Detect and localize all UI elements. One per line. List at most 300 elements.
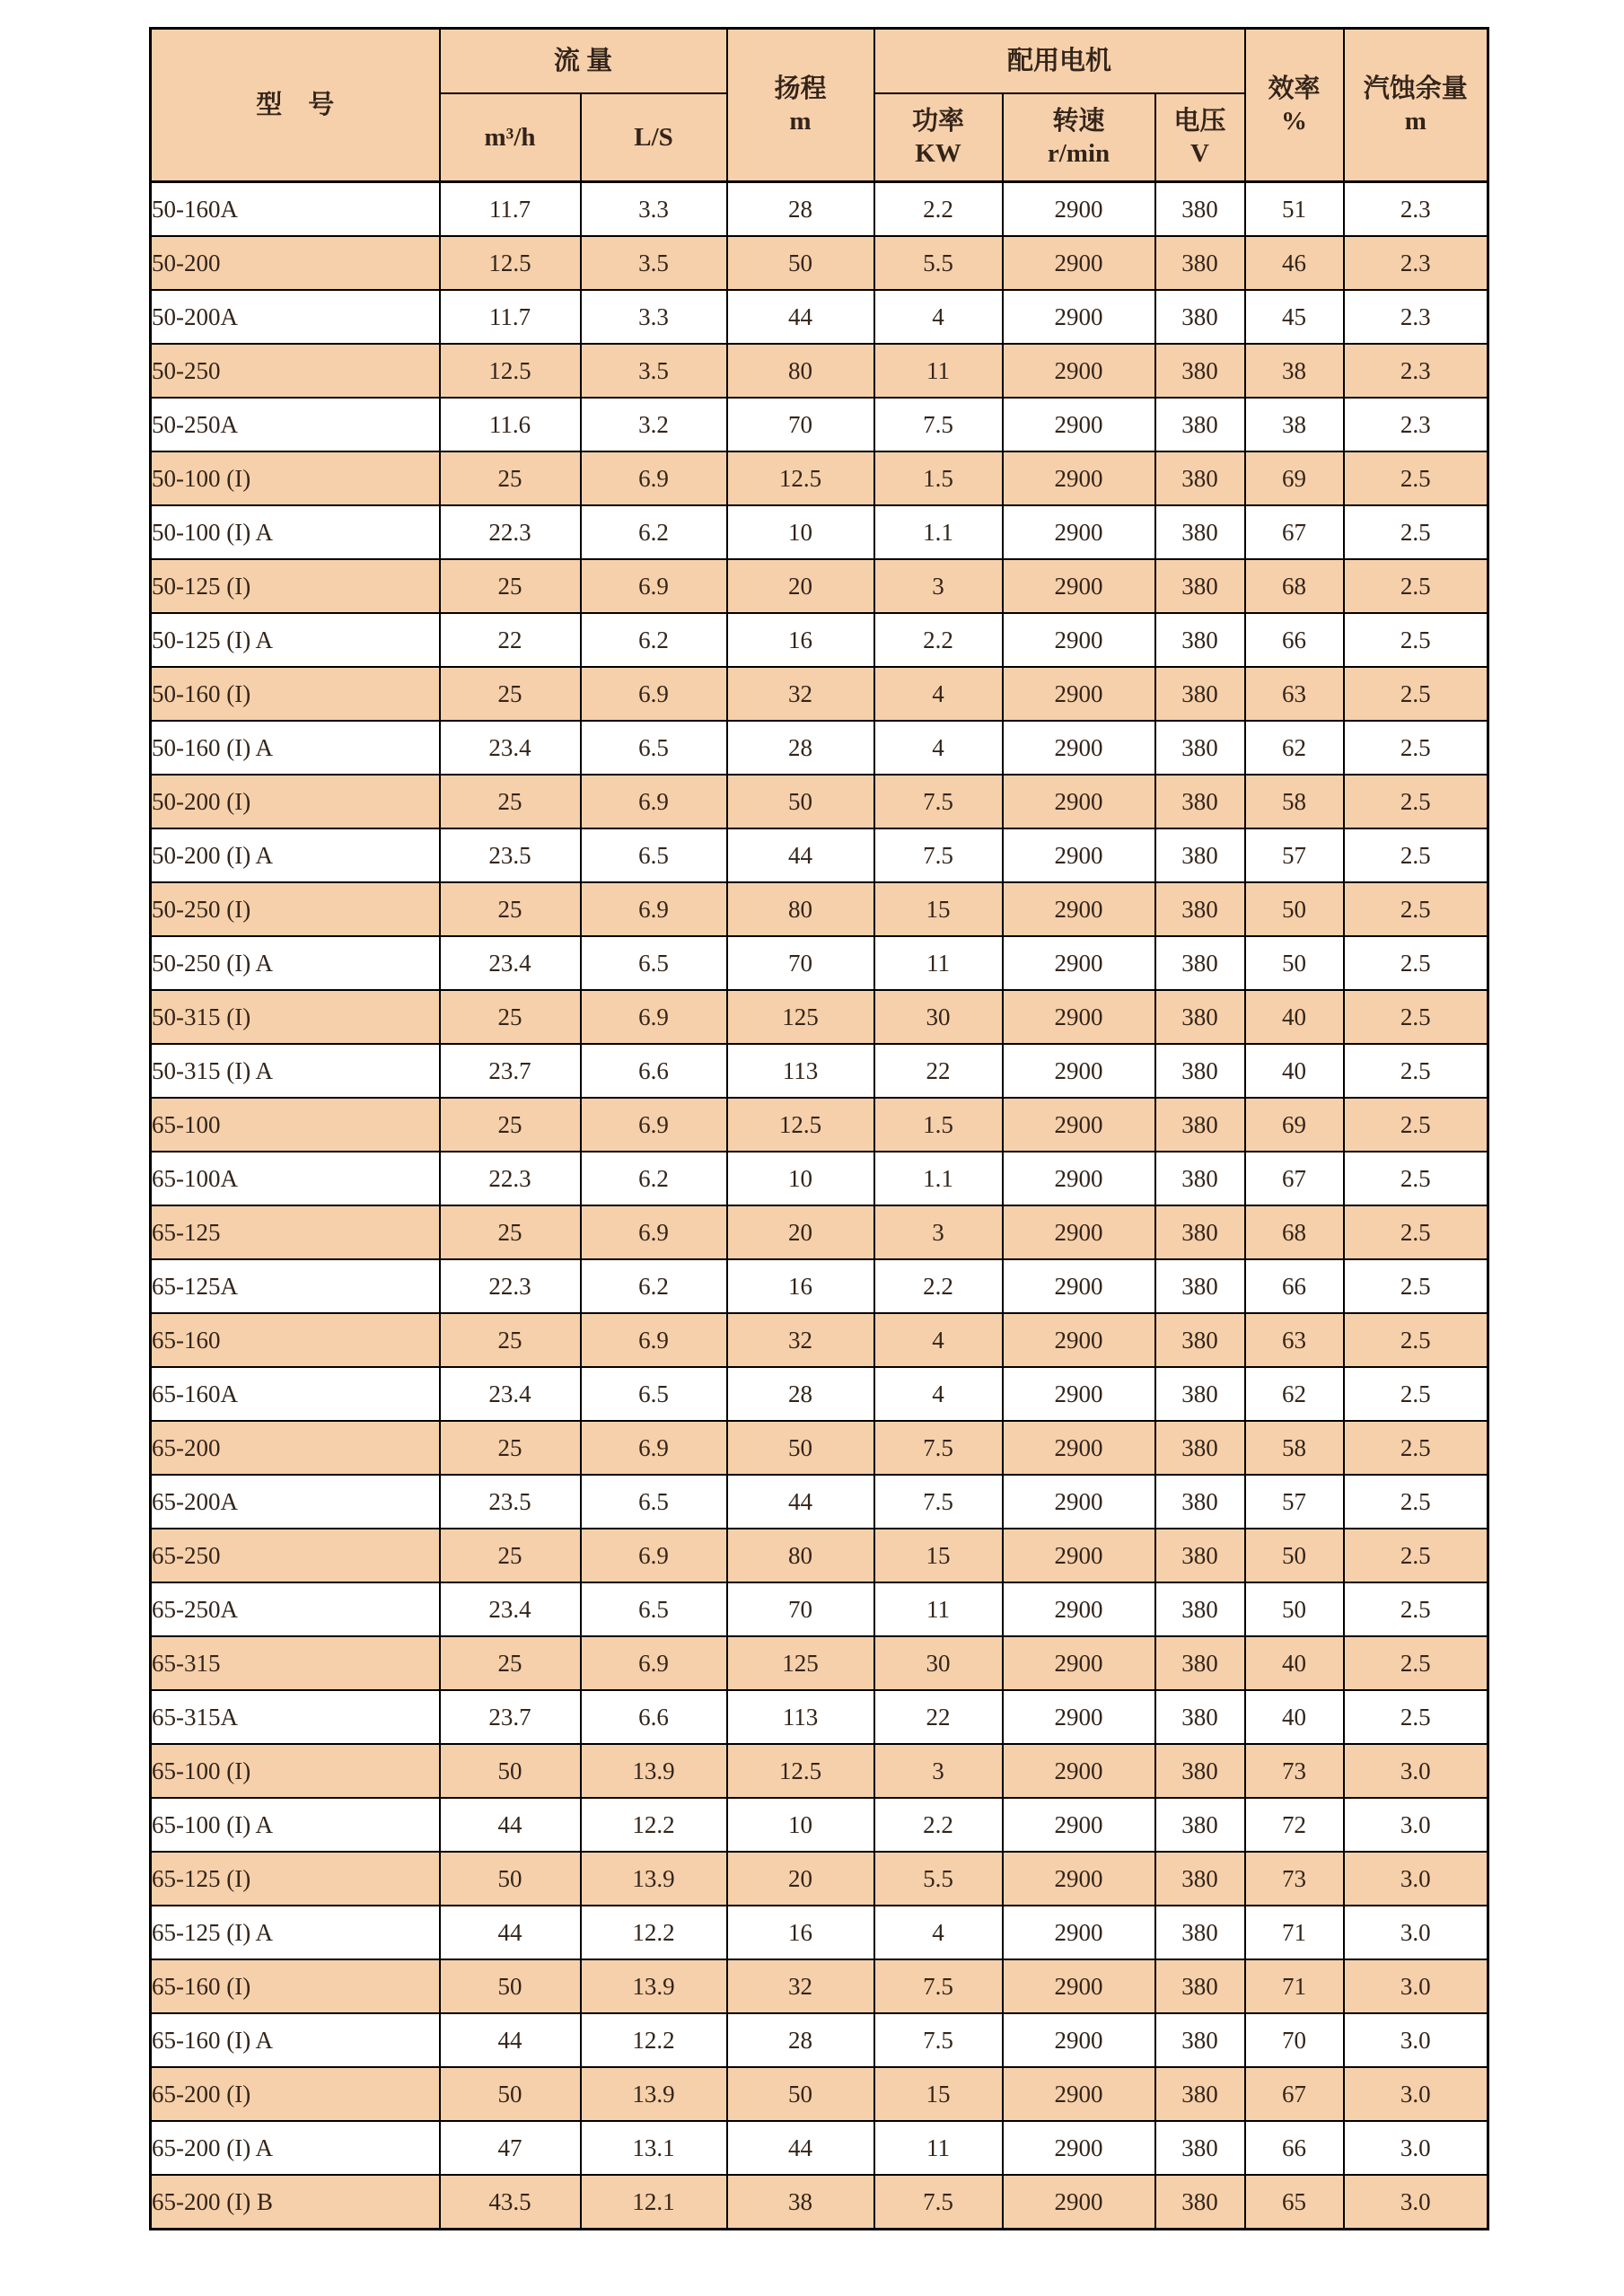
table-row — [151, 505, 1488, 559]
efficiency-pct-cell: 71 — [1245, 1906, 1344, 1959]
table-row — [151, 667, 1488, 721]
efficiency-pct-cell: 50 — [1245, 882, 1344, 936]
table-row — [151, 182, 1488, 237]
model-cell: 65-200 (I) B — [151, 2175, 440, 2230]
table-row — [151, 882, 1488, 936]
head-m-cell: 16 — [727, 1259, 874, 1313]
model-cell: 50-125 (I) A — [151, 613, 440, 667]
header-flow-m3h — [440, 93, 581, 182]
head-m-cell: 10 — [727, 1152, 874, 1205]
speed-rpm-cell: 2900 — [1003, 451, 1155, 505]
table-row — [151, 1044, 1488, 1098]
flow-ls-cell: 6.9 — [581, 1636, 727, 1690]
efficiency-pct-cell: 57 — [1245, 1475, 1344, 1529]
efficiency-pct-cell: 69 — [1245, 451, 1344, 505]
flow-ls-cell: 3.2 — [581, 398, 727, 451]
npsh-m-cell: 2.5 — [1344, 1259, 1488, 1313]
flow-ls-cell: 12.1 — [581, 2175, 727, 2230]
head-m-cell: 44 — [727, 828, 874, 882]
model-cell: 50-100 (I) A — [151, 505, 440, 559]
efficiency-pct-cell: 38 — [1245, 398, 1344, 451]
npsh-m-cell: 2.5 — [1344, 936, 1488, 990]
voltage-v-cell: 380 — [1155, 559, 1245, 613]
voltage-v-cell: 380 — [1155, 398, 1245, 451]
power-kw-cell: 4 — [874, 667, 1003, 721]
table-body — [151, 182, 1488, 2230]
flow-m3h-cell: 25 — [440, 1421, 581, 1475]
header-efficiency-label: 效率 — [1268, 74, 1321, 103]
header-voltage-label: 电压 — [1173, 106, 1226, 136]
header-flow-group — [440, 29, 727, 94]
power-kw-cell: 7.5 — [874, 1475, 1003, 1529]
model-cell: 65-100 (I) A — [151, 1798, 440, 1852]
efficiency-pct-cell: 72 — [1245, 1798, 1344, 1852]
header-head-unit: m — [789, 107, 812, 136]
efficiency-pct-cell: 58 — [1245, 1421, 1344, 1475]
flow-m3h-cell: 23.7 — [440, 1690, 581, 1744]
power-kw-cell: 22 — [874, 1044, 1003, 1098]
speed-rpm-cell: 2900 — [1003, 1098, 1155, 1152]
header-flow-ls-unit: L/S — [634, 122, 673, 152]
power-kw-cell: 7.5 — [874, 2175, 1003, 2230]
npsh-m-cell: 2.5 — [1344, 1582, 1488, 1636]
flow-m3h-cell: 11.6 — [440, 398, 581, 451]
voltage-v-cell: 380 — [1155, 1798, 1245, 1852]
pump-spec-table — [149, 27, 1489, 2230]
table-row — [151, 1744, 1488, 1798]
voltage-v-cell: 380 — [1155, 1475, 1245, 1529]
table-row — [151, 236, 1488, 290]
flow-ls-cell: 6.5 — [581, 828, 727, 882]
model-cell: 65-125A — [151, 1259, 440, 1313]
table-row — [151, 1098, 1488, 1152]
header-flow-ls — [581, 93, 727, 182]
power-kw-cell: 2.2 — [874, 1798, 1003, 1852]
npsh-m-cell: 2.5 — [1344, 828, 1488, 882]
voltage-v-cell: 380 — [1155, 1367, 1245, 1421]
speed-rpm-cell: 2900 — [1003, 1152, 1155, 1205]
speed-rpm-cell: 2900 — [1003, 344, 1155, 398]
flow-ls-cell: 6.5 — [581, 936, 727, 990]
speed-rpm-cell: 2900 — [1003, 1367, 1155, 1421]
power-kw-cell: 30 — [874, 1636, 1003, 1690]
head-m-cell: 125 — [727, 1636, 874, 1690]
npsh-m-cell: 2.5 — [1344, 990, 1488, 1044]
head-m-cell: 28 — [727, 182, 874, 237]
npsh-m-cell: 3.0 — [1344, 1798, 1488, 1852]
table-row — [151, 1906, 1488, 1959]
speed-rpm-cell: 2900 — [1003, 990, 1155, 1044]
model-cell: 65-160 (I) — [151, 1959, 440, 2013]
model-cell: 65-200 (I) A — [151, 2121, 440, 2175]
voltage-v-cell: 380 — [1155, 2013, 1245, 2067]
head-m-cell: 80 — [727, 1529, 874, 1582]
flow-ls-cell: 12.2 — [581, 1798, 727, 1852]
head-m-cell: 32 — [727, 1959, 874, 2013]
npsh-m-cell: 2.5 — [1344, 1098, 1488, 1152]
speed-rpm-cell: 2900 — [1003, 1636, 1155, 1690]
flow-m3h-cell: 50 — [440, 2067, 581, 2121]
head-m-cell: 80 — [727, 882, 874, 936]
npsh-m-cell: 2.5 — [1344, 613, 1488, 667]
model-cell: 50-100 (I) — [151, 451, 440, 505]
npsh-m-cell: 2.5 — [1344, 505, 1488, 559]
power-kw-cell: 1.5 — [874, 1098, 1003, 1152]
power-kw-cell: 11 — [874, 344, 1003, 398]
npsh-m-cell: 2.5 — [1344, 721, 1488, 775]
flow-ls-cell: 6.5 — [581, 1475, 727, 1529]
model-cell: 50-250 — [151, 344, 440, 398]
speed-rpm-cell: 2900 — [1003, 1313, 1155, 1367]
flow-ls-cell: 12.2 — [581, 2013, 727, 2067]
head-m-cell: 32 — [727, 1313, 874, 1367]
table-row — [151, 990, 1488, 1044]
flow-m3h-cell: 11.7 — [440, 182, 581, 237]
voltage-v-cell: 380 — [1155, 667, 1245, 721]
header-flow-label: 流 量 — [553, 46, 613, 75]
power-kw-cell: 5.5 — [874, 1852, 1003, 1906]
power-kw-cell: 2.2 — [874, 182, 1003, 237]
npsh-m-cell: 3.0 — [1344, 1906, 1488, 1959]
power-kw-cell: 1.5 — [874, 451, 1003, 505]
table-row — [151, 1475, 1488, 1529]
efficiency-pct-cell: 62 — [1245, 721, 1344, 775]
voltage-v-cell: 380 — [1155, 1152, 1245, 1205]
table-row — [151, 2175, 1488, 2230]
npsh-m-cell: 2.5 — [1344, 1205, 1488, 1259]
efficiency-pct-cell: 67 — [1245, 505, 1344, 559]
head-m-cell: 50 — [727, 775, 874, 828]
flow-ls-cell: 13.9 — [581, 2067, 727, 2121]
model-cell: 50-160 (I) A — [151, 721, 440, 775]
flow-ls-cell: 6.5 — [581, 1367, 727, 1421]
flow-m3h-cell: 50 — [440, 1959, 581, 2013]
flow-ls-cell: 6.9 — [581, 1098, 727, 1152]
speed-rpm-cell: 2900 — [1003, 1529, 1155, 1582]
power-kw-cell: 7.5 — [874, 1959, 1003, 2013]
table-row — [151, 2121, 1488, 2175]
efficiency-pct-cell: 51 — [1245, 182, 1344, 237]
table-header — [151, 29, 1488, 182]
model-cell: 65-250 — [151, 1529, 440, 1582]
table-row — [151, 1690, 1488, 1744]
head-m-cell: 125 — [727, 990, 874, 1044]
speed-rpm-cell: 2900 — [1003, 2067, 1155, 2121]
model-cell: 65-125 — [151, 1205, 440, 1259]
npsh-m-cell: 3.0 — [1344, 2121, 1488, 2175]
npsh-m-cell: 2.5 — [1344, 1152, 1488, 1205]
efficiency-pct-cell: 67 — [1245, 2067, 1344, 2121]
npsh-m-cell: 2.5 — [1344, 1636, 1488, 1690]
model-cell: 50-200 — [151, 236, 440, 290]
power-kw-cell: 3 — [874, 1744, 1003, 1798]
voltage-v-cell: 380 — [1155, 182, 1245, 237]
table-row — [151, 775, 1488, 828]
flow-ls-cell: 13.9 — [581, 1744, 727, 1798]
npsh-m-cell: 3.0 — [1344, 1744, 1488, 1798]
flow-m3h-cell: 25 — [440, 1205, 581, 1259]
speed-rpm-cell: 2900 — [1003, 182, 1155, 237]
flow-m3h-cell: 25 — [440, 1313, 581, 1367]
power-kw-cell: 7.5 — [874, 398, 1003, 451]
power-kw-cell: 7.5 — [874, 1421, 1003, 1475]
npsh-m-cell: 2.3 — [1344, 398, 1488, 451]
model-cell: 50-315 (I) — [151, 990, 440, 1044]
efficiency-pct-cell: 50 — [1245, 1582, 1344, 1636]
power-kw-cell: 30 — [874, 990, 1003, 1044]
flow-m3h-cell: 44 — [440, 1798, 581, 1852]
head-m-cell: 50 — [727, 236, 874, 290]
flow-ls-cell: 6.9 — [581, 1529, 727, 1582]
table-row — [151, 1798, 1488, 1852]
model-cell: 65-100 — [151, 1098, 440, 1152]
npsh-m-cell: 2.3 — [1344, 290, 1488, 344]
efficiency-pct-cell: 63 — [1245, 667, 1344, 721]
table-row — [151, 1852, 1488, 1906]
head-m-cell: 12.5 — [727, 1744, 874, 1798]
voltage-v-cell: 380 — [1155, 990, 1245, 1044]
speed-rpm-cell: 2900 — [1003, 236, 1155, 290]
model-cell: 65-125 (I) A — [151, 1906, 440, 1959]
flow-m3h-cell: 22.3 — [440, 1152, 581, 1205]
flow-ls-cell: 3.3 — [581, 290, 727, 344]
flow-m3h-cell: 23.5 — [440, 828, 581, 882]
efficiency-pct-cell: 68 — [1245, 559, 1344, 613]
power-kw-cell: 1.1 — [874, 1152, 1003, 1205]
flow-m3h-cell: 23.4 — [440, 1367, 581, 1421]
model-cell: 65-160 (I) A — [151, 2013, 440, 2067]
npsh-m-cell: 2.5 — [1344, 775, 1488, 828]
header-npsh — [1344, 29, 1488, 182]
efficiency-pct-cell: 73 — [1245, 1852, 1344, 1906]
header-model-label: 型 号 — [256, 90, 335, 119]
flow-m3h-cell: 25 — [440, 775, 581, 828]
model-cell: 65-315A — [151, 1690, 440, 1744]
speed-rpm-cell: 2900 — [1003, 721, 1155, 775]
power-kw-cell: 1.1 — [874, 505, 1003, 559]
flow-ls-cell: 6.5 — [581, 1582, 727, 1636]
head-m-cell: 50 — [727, 1421, 874, 1475]
header-head — [727, 29, 874, 182]
flow-ls-cell: 3.5 — [581, 236, 727, 290]
flow-ls-cell: 3.5 — [581, 344, 727, 398]
npsh-m-cell: 3.0 — [1344, 2175, 1488, 2230]
head-m-cell: 20 — [727, 559, 874, 613]
voltage-v-cell: 380 — [1155, 2121, 1245, 2175]
voltage-v-cell: 380 — [1155, 828, 1245, 882]
flow-m3h-cell: 50 — [440, 1852, 581, 1906]
speed-rpm-cell: 2900 — [1003, 1421, 1155, 1475]
table-row — [151, 936, 1488, 990]
header-motor-group — [874, 29, 1245, 94]
npsh-m-cell: 2.5 — [1344, 1475, 1488, 1529]
table-row — [151, 1529, 1488, 1582]
flow-ls-cell: 6.9 — [581, 451, 727, 505]
header-speed-label: 转速 — [1052, 106, 1105, 136]
flow-ls-cell: 13.1 — [581, 2121, 727, 2175]
npsh-m-cell: 2.5 — [1344, 1529, 1488, 1582]
efficiency-pct-cell: 70 — [1245, 2013, 1344, 2067]
header-flow-m3h-unit: m³/h — [484, 122, 536, 152]
efficiency-pct-cell: 57 — [1245, 828, 1344, 882]
table-row — [151, 290, 1488, 344]
flow-ls-cell: 3.3 — [581, 182, 727, 237]
head-m-cell: 10 — [727, 1798, 874, 1852]
efficiency-pct-cell: 65 — [1245, 2175, 1344, 2230]
table-row — [151, 2067, 1488, 2121]
flow-m3h-cell: 44 — [440, 2013, 581, 2067]
voltage-v-cell: 380 — [1155, 1313, 1245, 1367]
header-motor-label: 配用电机 — [1007, 46, 1112, 75]
flow-ls-cell: 6.9 — [581, 667, 727, 721]
table-row — [151, 1152, 1488, 1205]
model-cell: 65-200A — [151, 1475, 440, 1529]
npsh-m-cell: 2.5 — [1344, 882, 1488, 936]
head-m-cell: 32 — [727, 667, 874, 721]
efficiency-pct-cell: 69 — [1245, 1098, 1344, 1152]
flow-ls-cell: 6.6 — [581, 1044, 727, 1098]
efficiency-pct-cell: 58 — [1245, 775, 1344, 828]
speed-rpm-cell: 2900 — [1003, 505, 1155, 559]
voltage-v-cell: 380 — [1155, 1259, 1245, 1313]
flow-ls-cell: 6.2 — [581, 613, 727, 667]
flow-m3h-cell: 43.5 — [440, 2175, 581, 2230]
model-cell: 65-160 — [151, 1313, 440, 1367]
voltage-v-cell: 380 — [1155, 1421, 1245, 1475]
flow-m3h-cell: 25 — [440, 1098, 581, 1152]
power-kw-cell: 11 — [874, 2121, 1003, 2175]
header-speed — [1003, 93, 1155, 182]
table-row — [151, 1205, 1488, 1259]
voltage-v-cell: 380 — [1155, 775, 1245, 828]
table-row — [151, 1959, 1488, 2013]
npsh-m-cell: 2.5 — [1344, 1421, 1488, 1475]
head-m-cell: 80 — [727, 344, 874, 398]
voltage-v-cell: 380 — [1155, 1044, 1245, 1098]
efficiency-pct-cell: 67 — [1245, 1152, 1344, 1205]
efficiency-pct-cell: 66 — [1245, 1259, 1344, 1313]
power-kw-cell: 7.5 — [874, 828, 1003, 882]
power-kw-cell: 4 — [874, 1367, 1003, 1421]
npsh-m-cell: 3.0 — [1344, 1852, 1488, 1906]
head-m-cell: 44 — [727, 1475, 874, 1529]
voltage-v-cell: 380 — [1155, 1098, 1245, 1152]
npsh-m-cell: 2.3 — [1344, 344, 1488, 398]
table-row — [151, 613, 1488, 667]
speed-rpm-cell: 2900 — [1003, 775, 1155, 828]
head-m-cell: 113 — [727, 1690, 874, 1744]
head-m-cell: 10 — [727, 505, 874, 559]
efficiency-pct-cell: 62 — [1245, 1367, 1344, 1421]
flow-ls-cell: 6.9 — [581, 882, 727, 936]
npsh-m-cell: 2.3 — [1344, 182, 1488, 237]
flow-m3h-cell: 11.7 — [440, 290, 581, 344]
power-kw-cell: 22 — [874, 1690, 1003, 1744]
speed-rpm-cell: 2900 — [1003, 1744, 1155, 1798]
power-kw-cell: 15 — [874, 882, 1003, 936]
voltage-v-cell: 380 — [1155, 882, 1245, 936]
flow-ls-cell: 6.2 — [581, 1152, 727, 1205]
head-m-cell: 16 — [727, 613, 874, 667]
speed-rpm-cell: 2900 — [1003, 1259, 1155, 1313]
flow-ls-cell: 6.5 — [581, 721, 727, 775]
head-m-cell: 70 — [727, 1582, 874, 1636]
flow-m3h-cell: 47 — [440, 2121, 581, 2175]
header-power — [874, 93, 1003, 182]
efficiency-pct-cell: 50 — [1245, 936, 1344, 990]
power-kw-cell: 7.5 — [874, 775, 1003, 828]
flow-m3h-cell: 23.4 — [440, 721, 581, 775]
npsh-m-cell: 2.5 — [1344, 1690, 1488, 1744]
speed-rpm-cell: 2900 — [1003, 613, 1155, 667]
speed-rpm-cell: 2900 — [1003, 667, 1155, 721]
pump-spec-sheet — [149, 27, 1489, 2230]
power-kw-cell: 2.2 — [874, 613, 1003, 667]
efficiency-pct-cell: 68 — [1245, 1205, 1344, 1259]
model-cell: 50-125 (I) — [151, 559, 440, 613]
flow-m3h-cell: 23.5 — [440, 1475, 581, 1529]
header-npsh-label: 汽蚀余量 — [1363, 74, 1468, 103]
efficiency-pct-cell: 66 — [1245, 2121, 1344, 2175]
voltage-v-cell: 380 — [1155, 2175, 1245, 2230]
model-cell: 65-100A — [151, 1152, 440, 1205]
table-row — [151, 559, 1488, 613]
model-cell: 50-250 (I) — [151, 882, 440, 936]
voltage-v-cell: 380 — [1155, 505, 1245, 559]
flow-ls-cell: 6.9 — [581, 559, 727, 613]
flow-m3h-cell: 22 — [440, 613, 581, 667]
speed-rpm-cell: 2900 — [1003, 828, 1155, 882]
voltage-v-cell: 380 — [1155, 290, 1245, 344]
table-row — [151, 1636, 1488, 1690]
table-row — [151, 1421, 1488, 1475]
model-cell: 65-125 (I) — [151, 1852, 440, 1906]
header-speed-unit: r/min — [1047, 139, 1110, 168]
header-voltage-unit: V — [1190, 139, 1209, 168]
model-cell: 50-250A — [151, 398, 440, 451]
speed-rpm-cell: 2900 — [1003, 398, 1155, 451]
power-kw-cell: 4 — [874, 1313, 1003, 1367]
model-cell: 50-200A — [151, 290, 440, 344]
flow-ls-cell: 6.9 — [581, 990, 727, 1044]
power-kw-cell: 15 — [874, 2067, 1003, 2121]
head-m-cell: 12.5 — [727, 1098, 874, 1152]
model-cell: 50-160A — [151, 182, 440, 237]
npsh-m-cell: 2.5 — [1344, 1367, 1488, 1421]
flow-m3h-cell: 23.4 — [440, 1582, 581, 1636]
flow-m3h-cell: 25 — [440, 559, 581, 613]
head-m-cell: 44 — [727, 290, 874, 344]
header-power-label: 功率 — [912, 106, 965, 136]
voltage-v-cell: 380 — [1155, 613, 1245, 667]
speed-rpm-cell: 2900 — [1003, 1475, 1155, 1529]
npsh-m-cell: 2.5 — [1344, 1044, 1488, 1098]
speed-rpm-cell: 2900 — [1003, 2121, 1155, 2175]
flow-ls-cell: 6.9 — [581, 775, 727, 828]
header-npsh-unit: m — [1404, 107, 1426, 136]
efficiency-pct-cell: 66 — [1245, 613, 1344, 667]
npsh-m-cell: 3.0 — [1344, 2013, 1488, 2067]
head-m-cell: 50 — [727, 2067, 874, 2121]
speed-rpm-cell: 2900 — [1003, 936, 1155, 990]
model-cell: 50-160 (I) — [151, 667, 440, 721]
flow-ls-cell: 6.9 — [581, 1205, 727, 1259]
speed-rpm-cell: 2900 — [1003, 290, 1155, 344]
speed-rpm-cell: 2900 — [1003, 1690, 1155, 1744]
head-m-cell: 12.5 — [727, 451, 874, 505]
voltage-v-cell: 380 — [1155, 344, 1245, 398]
efficiency-pct-cell: 73 — [1245, 1744, 1344, 1798]
